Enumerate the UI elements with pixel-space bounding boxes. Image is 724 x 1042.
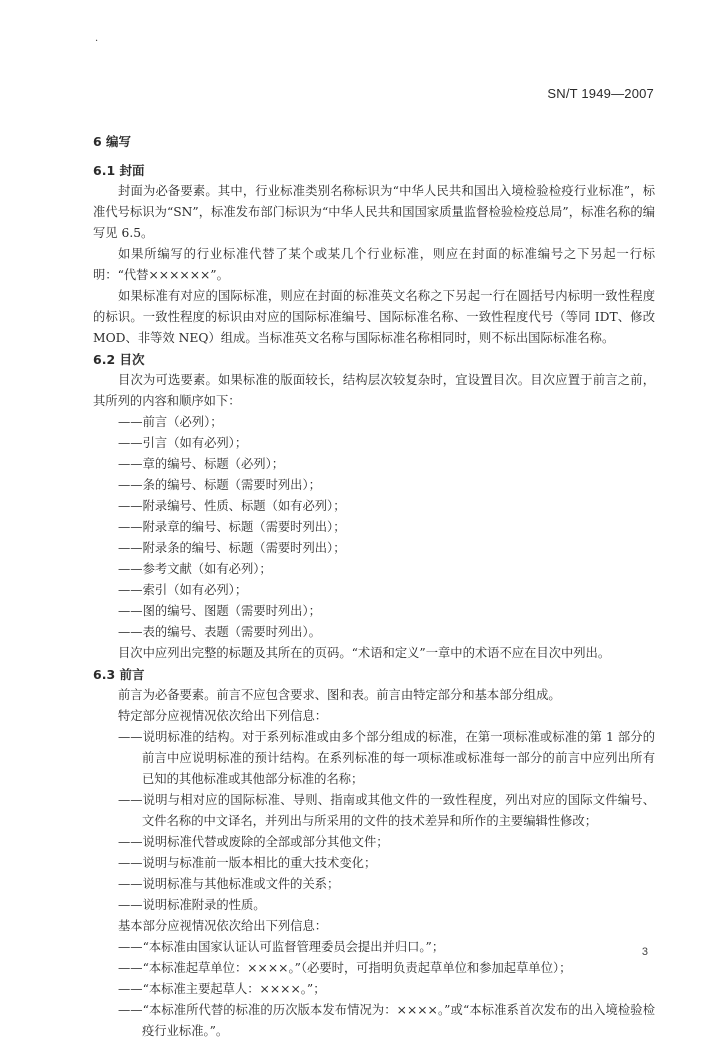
section-6-2-heading: 6.2 目次 <box>93 352 145 367</box>
list-item: ——表的编号、表题（需要时列出）。 <box>118 625 321 639</box>
page-number: 3 <box>641 946 648 958</box>
section-6-heading: 6 编写 <box>93 134 132 149</box>
list-item: ——参考文献（如有必列）； <box>118 562 272 576</box>
list-item: ——索引（如有必列）； <box>118 583 248 597</box>
preface-special-items-list <box>93 727 655 916</box>
list-item: ——说明标准的结构。对于系列标准或由多个部分组成的标准，在第一项标准或标准的第 1 部分的前言中应说明标准的预计结构。在系列标准的每一项标准或标准每一部分的前言中应列出所有已知的其他标准或其他部分标准的名称； <box>118 730 655 786</box>
section-6-1-paragraph-2: 如果所编写的行业标准代替了某个或某几个行业标准，则应在封面的标准编号之下另起一行标明：“代替××××××”。 <box>93 247 655 282</box>
list-item: ——引言（如有必列）； <box>118 436 248 450</box>
list-item: ——说明标准代替或废除的全部或部分其他文件； <box>118 835 389 849</box>
list-item: ——图的编号、图题（需要时列出）； <box>118 604 321 618</box>
list-item: ——“本标准主要起草人：××××。”； <box>118 982 326 996</box>
section-6-1-heading: 6.1 封面 <box>93 163 145 178</box>
list-item: ——附录编号、性质、标题（如有必列）； <box>118 499 346 513</box>
list-item: ——“本标准所代替的标准的历次版本发布情况为：××××。”或“本标准系首次发布的出入境检验检疫行业标准。”。 <box>118 1003 655 1038</box>
scan-mark: · <box>95 36 99 47</box>
section-6-2-paragraph-1: 目次为可选要素。如果标准的版面较长，结构层次较复杂时，宜设置目次。目次应置于前言之前，其所列的内容和顺序如下： <box>93 373 655 408</box>
section-6-2-paragraph-2: 目次中应列出完整的标题及其所在的页码。“术语和定义”一章中的术语不应在目次中列出。 <box>118 646 611 660</box>
list-item: ——说明标准与其他标准或文件的关系； <box>118 877 340 891</box>
standard-code: SN/T 1949—2007 <box>547 86 654 101</box>
section-6-3-paragraph-1: 前言为必备要素。前言不应包含要求、图和表。前言由特定部分和基本部分组成。 <box>118 688 561 702</box>
main-content <box>93 130 655 1042</box>
list-item: ——章的编号、标题（必列）； <box>118 457 285 471</box>
list-item: ——附录条的编号、标题（需要时列出）； <box>118 541 346 555</box>
list-item: ——说明与标准前一版本相比的重大技术变化； <box>118 856 377 870</box>
list-item: ——“本标准由国家认证认可监督管理委员会提出并归口。”； <box>118 940 445 954</box>
section-6-1-paragraph-1: 封面为必备要素。其中，行业标准类别名称标识为“中华人民共和国出入境检验检疫行业标准”，标准代号标识为“SN”，标准发布部门标识为“中华人民共和国国家质量监督检验检疫总局”，标准名称的编写见 6.5。 <box>93 184 655 240</box>
section-6-1-paragraph-3: 如果标准有对应的国际标准，则应在封面的标准英文名称之下另起一行在圆括号内标明一致性程度的标识。一致性程度的标识由对应的国际标准编号、国际标准名称、一致性程度代号（等同 IDT、修改 MOD、非等效 NEQ）组成。当标准英文名称与国际标准名称相同时，则不标出国际标准名称。 <box>93 289 655 345</box>
list-item: ——前言（必列）； <box>118 415 223 429</box>
section-6-3-paragraph-3: 基本部分应视情况依次给出下列信息： <box>118 919 328 933</box>
list-item: ——说明与相对应的国际标准、导则、指南或其他文件的一致性程度，列出对应的国际文件编号、文件名称的中文译名，并列出与所采用的文件的技术差异和所作的主要编辑性修改； <box>118 793 655 828</box>
list-item: ——条的编号、标题（需要时列出）； <box>118 478 321 492</box>
list-item: ——附录章的编号、标题（需要时列出）； <box>118 520 346 534</box>
list-item: ——说明标准附录的性质。 <box>118 898 266 912</box>
toc-items-list <box>93 412 655 643</box>
preface-basic-items-list <box>93 937 655 1042</box>
section-6-3-paragraph-2: 特定部分应视情况依次给出下列信息： <box>118 709 328 723</box>
section-6-3-heading: 6.3 前言 <box>93 667 145 682</box>
list-item: ——“本标准起草单位：××××。”（必要时，可指明负责起草单位和参加起草单位）； <box>118 961 572 975</box>
